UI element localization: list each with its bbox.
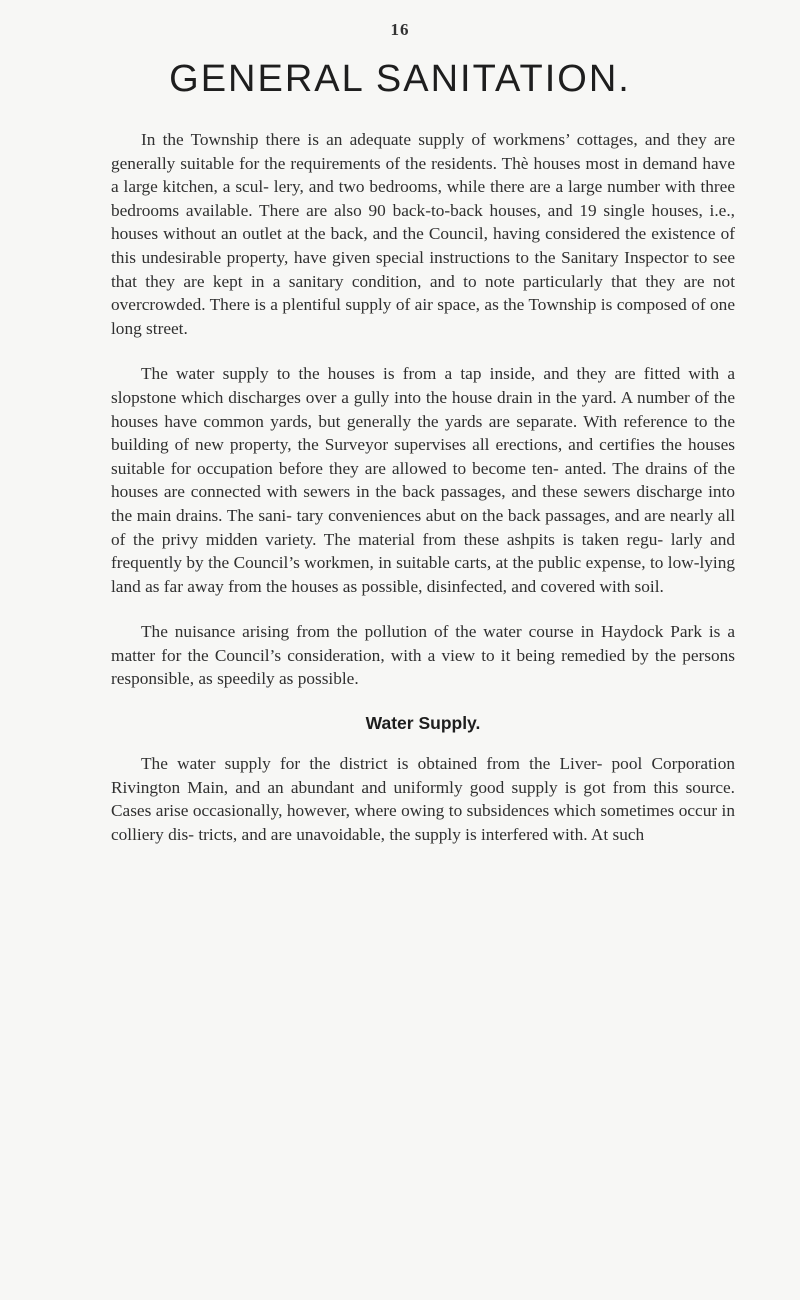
body-text <box>111 128 735 868</box>
paragraph-water-supply: The water supply for the district is obtained from the Liver- pool Corporation Rivington Main, and an abundant and uniformly good supply is got from this source. Cases arise occasionally, however, where owing to subsidences which sometimes occur in colliery dis- tricts, and are unavoidable, the supply is interfered with. At such <box>111 754 735 844</box>
section-heading-water-supply: Water Supply. <box>365 713 481 734</box>
paragraph-drainage: The water supply to the houses is from a tap inside, and they are fitted with a slopstone which discharges over a gully into the house drain in the yard. A number of the houses have common yards, but generally the yards are separate. With reference to the building of new property, the Surveyor supervises all erections, and certifies the houses suitable for occupation before they are allowed to become ten- anted. The drains of the houses are connected with sewers in the back passages, and these sewers discharge into the main drains. The sani- tary conveniences abut on the back passages, and are nearly all of the privy midden variety. The material from these ashpits is taken regu- larly and frequently by the Council’s workmen, in suitable carts, at the public expense, to low-lying land as far away from the houses as possible, disinfected, and covered with soil. <box>111 364 735 596</box>
paragraph-housing: In the Township there is an adequate supply of workmens’ cottages, and they are generally suitable for the requirements of the residents. Thè houses most in demand have a large kitchen, a scul- lery, and two bedrooms, while there are a large number with three bedrooms available. There are also 90 back-to-back houses, and 19 single houses, i.e., houses without an outlet at the back, and the Council, having considered the existence of this undesirable property, have given special instructions to the Sanitary Inspector to see that they are kept in a sanitary condition, and to note particularly that they are not overcrowded. There is a plentiful supply of air space, as the Township is composed of one long street. <box>111 130 735 338</box>
paragraph-nuisance: The nuisance arising from the pollution of the water course in Haydock Park is a matter for the Council’s consideration, with a view to it being remedied by the persons responsible, as speedily as possible. <box>111 622 735 689</box>
page-number: 16 <box>390 20 410 39</box>
page-title: GENERAL SANITATION. <box>169 58 631 100</box>
